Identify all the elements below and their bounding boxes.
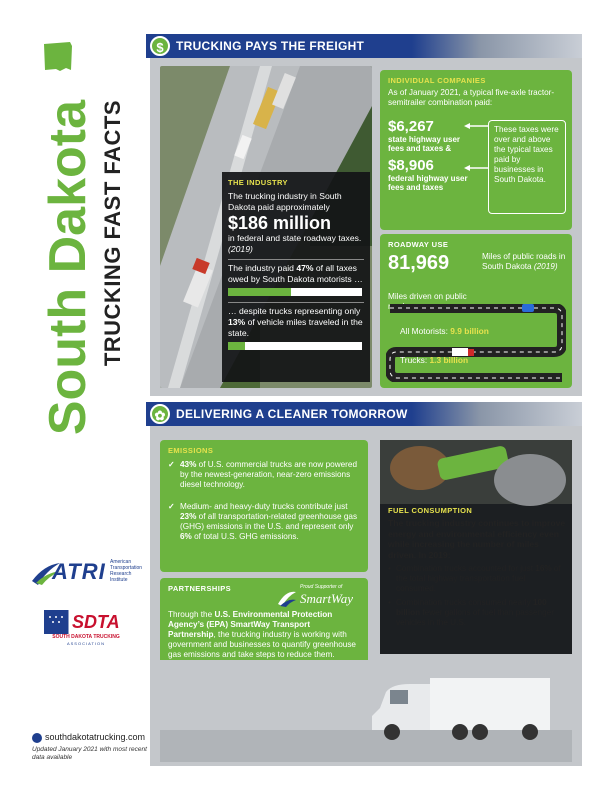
state-title: South Dakota [39,100,97,436]
emissions-text-1: of U.S. commercial trucks are now powered by the newest-generation, near-zero emissions diesel technology. [180,460,358,489]
fuel-consumption-card [380,440,572,654]
fuel-bullet-2: • Combination trucks consumed nearly 100 billion fewer gallons of fuel than passenger vehicles in the U.S. [388,598,554,627]
sdta-name: SDTA [72,612,120,632]
smartway-program: U.S. Environmental Protection Agency’s (EPA) SmartWay Transport Partnership [168,610,333,639]
industry-text-4a: … despite trucks representing only [228,306,361,316]
individual-intro: As of January 2021, a typical five-axle tractor-semitrailer combination paid: [388,88,555,107]
emissions-text-2e: of total U.S. GHG emissions. [191,532,299,541]
industry-label: THE INDUSTRY [228,178,288,187]
emissions-stat-2: 23% [180,512,197,521]
industry-text-4c: of vehicle miles traveled in the state. [228,317,363,338]
globe-icon [32,733,42,743]
industry-card [222,172,370,382]
atri-logo [30,555,143,591]
public-road-miles: 81,969 [388,252,450,274]
road-graphic [386,304,566,382]
roadway-year: (2019) [533,262,558,271]
state-fee-desc: state highway user fees and taxes & [388,135,461,153]
bullet-icon: • [388,598,391,607]
all-motorists-label: All Motorists: [400,326,451,336]
miles-driven-label: Miles driven on public roads: [388,292,467,311]
updated-note: Updated January 2021 with most recent data available [32,746,147,761]
taxes-note: These taxes were over and above the typical taxes paid by businesses in South Dakota. [488,120,566,214]
smartway-tagline: Proud Supporter of [300,584,343,590]
emissions-bullet-1 [168,460,360,490]
industry-text-1: The trucking industry in South Dakota paid approximately [228,191,342,212]
section-header-cleaner [146,402,582,426]
roadway-use-card [380,234,572,388]
all-motorists-value: 9.9 billion [450,326,489,336]
emissions-card [160,440,368,572]
south-dakota-map-icon [42,40,74,74]
sdta-subtitle: SOUTH DAKOTA TRUCKING [52,634,120,640]
fuel-lead: The trucking industry continues to improve energy and environmental efficiency even while increasing the number of miles driven. In 2019: [388,518,566,560]
industry-share-miles: 13% [228,317,246,327]
section-header-freight [146,34,582,58]
truck-photo [160,660,572,762]
partnerships-label: PARTNERSHIPS [168,584,232,593]
section-title-freight: TRUCKING PAYS THE FREIGHT [176,39,365,53]
industry-text-2: in federal and state roadway taxes. [228,233,362,243]
miles-share-fill [228,342,245,350]
industry-share-taxes: 47% [296,263,314,273]
bullet-icon: • [388,564,391,573]
smartway-logo [276,584,362,610]
flag-icon [44,612,68,632]
fuel-bullet-1: • Combination trucks accounted for just 16% of the total highway transportation fuel consumed. [388,564,561,593]
sdta-logo [44,610,126,652]
emissions-text-2c: of all transportation-related greenhouse gas (GHG) emissions in the U.S. and represent only [180,512,358,531]
fuel-label: FUEL CONSUMPTION [388,506,473,515]
trucks-value: 1.3 billion [429,355,469,365]
partnerships-text: Through the U.S. Environmental Protection Agency’s (EPA) SmartWay Transport Partnership, the trucking industry is working with government and businesses to quantify greenhouse gas emissions and take steps to reduce them. [168,610,356,659]
federal-fee-amount: $8,906 [388,157,434,174]
industry-text-3c: of all taxes owed by South Dakota motorists … [228,263,363,284]
fuel-stat-2: 100 billion [396,598,547,617]
fuel-stat-1: 16% [535,564,552,573]
leaf-icon: ✿ [150,404,170,424]
individual-label: INDIVIDUAL COMPANIES [388,76,486,85]
emissions-label: EMISSIONS [168,446,214,455]
atri-subtitle: American Transportation Research Institute [110,559,143,583]
fast-facts-title: TRUCKING FAST FACTS [100,100,125,367]
public-road-desc: Miles of public roads in South Dakota [482,252,566,271]
check-icon: ✓ [168,460,175,469]
taxes-share-fill [228,288,291,296]
emissions-text-2a: Medium- and heavy-duty trucks contribute just [180,502,348,511]
emissions-bullet-2 [168,502,360,542]
federal-fee-desc: federal highway user fees and taxes [388,174,468,192]
smartway-icon [276,588,298,608]
emissions-stat-1: 43% [180,460,197,469]
taxes-share-bar [228,288,362,296]
industry-amount: $186 million [228,213,332,233]
trucks-label: Trucks: [400,355,430,365]
smartway-name: SmartWay [300,591,353,606]
atri-name: ATRI [52,559,106,584]
state-fee-amount: $6,267 [388,118,434,135]
section-title-cleaner: DELIVERING A CLEANER TOMORROW [176,407,408,421]
industry-year: (2019) [228,244,253,254]
emissions-stat-3: 6% [180,532,192,541]
dollar-icon: $ [150,36,170,56]
industry-text-3a: The industry paid [228,263,297,273]
roadway-label: ROADWAY USE [388,240,449,249]
check-icon: ✓ [168,502,175,511]
arrow-icons [462,120,490,180]
miles-share-bar [228,342,362,350]
website-text: southdakotatrucking.com [45,732,146,742]
individual-companies-card [380,70,572,230]
sdta-subtitle-2: ASSOCIATION [66,641,106,646]
